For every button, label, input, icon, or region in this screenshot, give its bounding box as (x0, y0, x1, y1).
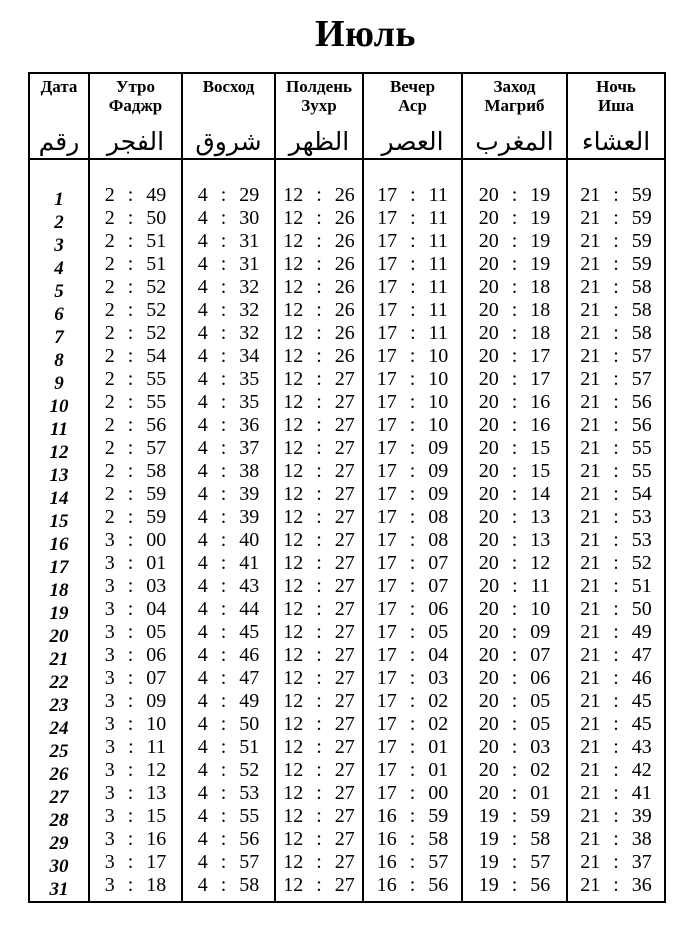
fajr-cell: 2 : 58 (104, 460, 167, 482)
asr-cell: 17 : 11 (377, 276, 448, 298)
asr-cell: 17 : 01 (376, 736, 449, 758)
date-cell: 3 (54, 235, 64, 256)
zuhr-cell: 12 : 27 (283, 805, 355, 827)
sunrise-cell: 4 : 35 (197, 391, 260, 413)
fajr-cell: 2 : 51 (104, 230, 167, 252)
fajr-cell: 3 : 03 (104, 575, 167, 597)
column-fajr (90, 160, 183, 901)
isha-cell: 21 : 49 (580, 621, 652, 643)
sunrise-cell: 4 : 55 (197, 805, 260, 827)
header-ar-label: الفجر (106, 127, 165, 156)
fajr-cell: 2 : 59 (104, 506, 167, 528)
maghrib-cell: 20 : 19 (478, 253, 551, 275)
sunrise-cell: 4 : 44 (197, 598, 260, 620)
maghrib-cell: 20 : 09 (478, 621, 551, 643)
maghrib-cell: 20 : 03 (478, 736, 551, 758)
column-zuhr (276, 160, 364, 901)
header-cell-asr (364, 74, 463, 158)
sunrise-cell: 4 : 49 (197, 690, 260, 712)
isha-cell: 21 : 59 (580, 207, 652, 229)
header-ar-label: العشاء (581, 127, 651, 156)
column-asr (364, 160, 463, 901)
maghrib-cell: 20 : 14 (478, 483, 551, 505)
sunrise-cell: 4 : 51 (197, 736, 260, 758)
header-ar-label: العصر (381, 127, 444, 156)
maghrib-cell: 20 : 15 (478, 437, 551, 459)
asr-cell: 16 : 58 (376, 828, 449, 850)
asr-cell: 17 : 11 (377, 184, 448, 206)
zuhr-cell: 12 : 27 (283, 552, 355, 574)
header-ar-label: المغرب (475, 127, 554, 156)
date-cell: 11 (50, 419, 68, 440)
isha-cell: 21 : 59 (580, 230, 652, 252)
zuhr-cell: 12 : 27 (283, 851, 355, 873)
fajr-cell: 2 : 59 (104, 483, 167, 505)
isha-cell: 21 : 57 (580, 345, 652, 367)
fajr-cell: 3 : 15 (104, 805, 167, 827)
maghrib-cell: 20 : 05 (478, 690, 551, 712)
header-ru-line2: Фаджр (108, 96, 163, 115)
zuhr-cell: 12 : 26 (283, 299, 355, 321)
date-cell: 10 (49, 396, 69, 417)
fajr-cell: 3 : 13 (104, 782, 167, 804)
header-cell-fajr (90, 74, 183, 158)
isha-cell: 21 : 59 (580, 184, 652, 206)
header-ru-block (286, 77, 352, 115)
asr-cell: 17 : 10 (376, 368, 449, 390)
header-ru-line1: Заход (493, 77, 536, 96)
maghrib-cell: 20 : 07 (478, 644, 551, 666)
sunrise-cell: 4 : 30 (197, 207, 260, 229)
column-date (30, 160, 90, 901)
maghrib-cell: 20 : 19 (478, 230, 551, 252)
date-cell: 16 (49, 534, 69, 555)
sunrise-cell: 4 : 45 (197, 621, 260, 643)
maghrib-cell: 20 : 05 (478, 713, 551, 735)
sunrise-cell: 4 : 50 (197, 713, 260, 735)
asr-cell: 17 : 04 (376, 644, 449, 666)
sunrise-cell: 4 : 47 (197, 667, 260, 689)
maghrib-cell: 20 : 18 (478, 299, 551, 321)
asr-cell: 17 : 10 (376, 414, 449, 436)
date-cell: 1 (54, 189, 64, 210)
isha-cell: 21 : 42 (580, 759, 652, 781)
date-cell: 14 (49, 488, 69, 509)
date-cell: 27 (49, 787, 69, 808)
isha-cell: 21 : 58 (580, 322, 652, 344)
zuhr-cell: 12 : 27 (283, 644, 355, 666)
sunrise-cell: 4 : 46 (197, 644, 260, 666)
sunrise-cell: 4 : 58 (197, 874, 260, 896)
isha-cell: 21 : 41 (580, 782, 652, 804)
zuhr-cell: 12 : 27 (283, 874, 355, 896)
isha-cell: 21 : 50 (580, 598, 652, 620)
maghrib-cell: 19 : 56 (478, 874, 551, 896)
zuhr-cell: 12 : 27 (283, 690, 355, 712)
asr-cell: 17 : 11 (377, 253, 448, 275)
header-ru-line2: Аср (398, 96, 427, 115)
asr-cell: 17 : 11 (377, 299, 448, 321)
asr-cell: 17 : 05 (376, 621, 449, 643)
header-ar-label: الظهر (288, 127, 350, 156)
maghrib-cell: 19 : 58 (478, 828, 551, 850)
isha-cell: 21 : 55 (580, 460, 652, 482)
zuhr-cell: 12 : 26 (283, 322, 355, 344)
sunrise-cell: 4 : 32 (197, 276, 260, 298)
sunrise-cell: 4 : 31 (197, 253, 260, 275)
fajr-cell: 2 : 49 (104, 184, 167, 206)
isha-cell: 21 : 59 (580, 253, 652, 275)
maghrib-cell: 20 : 17 (478, 345, 551, 367)
date-cell: 12 (49, 442, 69, 463)
fajr-cell: 2 : 51 (104, 253, 167, 275)
fajr-cell: 2 : 52 (104, 299, 167, 321)
isha-cell: 21 : 58 (580, 276, 652, 298)
maghrib-cell: 20 : 12 (478, 552, 551, 574)
maghrib-cell: 20 : 10 (478, 598, 551, 620)
asr-cell: 17 : 01 (376, 759, 449, 781)
table-body (30, 160, 664, 901)
sunrise-cell: 4 : 35 (197, 368, 260, 390)
isha-cell: 21 : 37 (580, 851, 652, 873)
sunrise-cell: 4 : 52 (197, 759, 260, 781)
isha-cell: 21 : 38 (580, 828, 652, 850)
asr-cell: 17 : 11 (377, 207, 448, 229)
zuhr-cell: 12 : 27 (283, 621, 355, 643)
isha-cell: 21 : 36 (580, 874, 652, 896)
sunrise-cell: 4 : 29 (197, 184, 260, 206)
header-ru-block (484, 77, 544, 115)
asr-cell: 17 : 06 (376, 598, 449, 620)
fajr-cell: 3 : 09 (104, 690, 167, 712)
asr-cell: 17 : 10 (376, 391, 449, 413)
date-cell: 2 (54, 212, 64, 233)
fajr-cell: 3 : 00 (104, 529, 167, 551)
header-ru-line2: Иша (597, 96, 635, 115)
date-cell: 29 (49, 833, 69, 854)
date-cell: 19 (49, 603, 69, 624)
date-cell: 5 (54, 281, 64, 302)
maghrib-cell: 20 : 19 (478, 184, 551, 206)
asr-cell: 17 : 11 (377, 230, 448, 252)
date-cell: 4 (54, 258, 64, 279)
isha-cell: 21 : 58 (580, 299, 652, 321)
fajr-cell: 3 : 18 (104, 874, 167, 896)
date-cell: 9 (54, 373, 64, 394)
fajr-cell: 3 : 07 (104, 667, 167, 689)
asr-cell: 17 : 11 (377, 322, 448, 344)
asr-cell: 17 : 02 (376, 690, 449, 712)
fajr-cell: 2 : 52 (104, 276, 167, 298)
isha-cell: 21 : 54 (580, 483, 652, 505)
fajr-cell: 3 : 01 (104, 552, 167, 574)
date-cell: 25 (49, 741, 69, 762)
isha-cell: 21 : 56 (580, 391, 652, 413)
maghrib-cell: 20 : 16 (478, 391, 551, 413)
asr-cell: 17 : 07 (376, 575, 449, 597)
sunrise-cell: 4 : 34 (197, 345, 260, 367)
asr-cell: 17 : 08 (376, 529, 449, 551)
maghrib-cell: 20 : 13 (478, 529, 551, 551)
header-ru-line1: Вечер (389, 77, 436, 96)
sunrise-cell: 4 : 53 (197, 782, 260, 804)
asr-cell: 17 : 09 (376, 437, 449, 459)
sunrise-cell: 4 : 37 (197, 437, 260, 459)
fajr-cell: 3 : 06 (104, 644, 167, 666)
zuhr-cell: 12 : 27 (283, 460, 355, 482)
date-cell: 13 (49, 465, 69, 486)
asr-cell: 16 : 59 (376, 805, 449, 827)
zuhr-cell: 12 : 26 (283, 345, 355, 367)
header-ru-line1: Ночь (596, 77, 636, 96)
maghrib-cell: 20 : 18 (478, 322, 551, 344)
date-cell: 8 (54, 350, 64, 371)
isha-cell: 21 : 43 (580, 736, 652, 758)
zuhr-cell: 12 : 26 (283, 230, 355, 252)
date-cell: 28 (49, 810, 69, 831)
zuhr-cell: 12 : 27 (283, 598, 355, 620)
sunrise-cell: 4 : 32 (197, 299, 260, 321)
sunrise-cell: 4 : 41 (197, 552, 260, 574)
zuhr-cell: 12 : 27 (283, 483, 355, 505)
sunrise-cell: 4 : 39 (197, 483, 260, 505)
isha-cell: 21 : 46 (580, 667, 652, 689)
fajr-cell: 2 : 50 (104, 207, 167, 229)
maghrib-cell: 20 : 06 (478, 667, 551, 689)
header-cell-maghrib (463, 74, 568, 158)
sunrise-cell: 4 : 31 (197, 230, 260, 252)
zuhr-cell: 12 : 26 (283, 184, 355, 206)
header-cell-sunrise (183, 74, 276, 158)
zuhr-cell: 12 : 26 (283, 207, 355, 229)
fajr-cell: 2 : 52 (104, 322, 167, 344)
fajr-cell: 3 : 16 (104, 828, 167, 850)
zuhr-cell: 12 : 27 (283, 828, 355, 850)
isha-cell: 21 : 56 (580, 414, 652, 436)
isha-cell: 21 : 53 (580, 506, 652, 528)
maghrib-cell: 20 : 11 (479, 575, 550, 597)
date-cell: 23 (49, 695, 69, 716)
date-cell: 15 (49, 511, 69, 532)
date-cell: 18 (49, 580, 69, 601)
fajr-cell: 3 : 04 (104, 598, 167, 620)
date-cell: 31 (49, 879, 69, 900)
zuhr-cell: 12 : 27 (283, 368, 355, 390)
header-cell-isha (568, 74, 664, 158)
zuhr-cell: 12 : 27 (283, 575, 355, 597)
date-cell: 24 (49, 718, 69, 739)
zuhr-cell: 12 : 27 (283, 391, 355, 413)
fajr-cell: 3 : 12 (104, 759, 167, 781)
page-title: Июль (314, 13, 417, 55)
column-maghrib (463, 160, 568, 901)
header-ru-block (203, 77, 255, 96)
header-ru-line1: Утро (115, 77, 155, 96)
zuhr-cell: 12 : 26 (283, 276, 355, 298)
isha-cell: 21 : 39 (580, 805, 652, 827)
maghrib-cell: 20 : 18 (478, 276, 551, 298)
sunrise-cell: 4 : 38 (197, 460, 260, 482)
fajr-cell: 2 : 55 (104, 391, 167, 413)
isha-cell: 21 : 53 (580, 529, 652, 551)
maghrib-cell: 20 : 02 (478, 759, 551, 781)
sunrise-cell: 4 : 39 (197, 506, 260, 528)
maghrib-cell: 19 : 57 (478, 851, 551, 873)
fajr-cell: 3 : 17 (104, 851, 167, 873)
isha-cell: 21 : 45 (580, 690, 652, 712)
isha-cell: 21 : 55 (580, 437, 652, 459)
asr-cell: 17 : 03 (376, 667, 449, 689)
isha-cell: 21 : 57 (580, 368, 652, 390)
date-cell: 17 (49, 557, 69, 578)
date-cell: 20 (49, 626, 69, 647)
sunrise-cell: 4 : 40 (197, 529, 260, 551)
asr-cell: 17 : 07 (376, 552, 449, 574)
header-ar-label: شروق (195, 127, 262, 156)
header-ru-block (109, 77, 162, 115)
header-cell-zuhr (276, 74, 364, 158)
date-cell: 21 (49, 649, 69, 670)
date-cell: 26 (49, 764, 69, 785)
header-ru-line2: Зухр (301, 96, 337, 115)
zuhr-cell: 12 : 27 (283, 713, 355, 735)
sunrise-cell: 4 : 43 (197, 575, 260, 597)
maghrib-cell: 20 : 15 (478, 460, 551, 482)
sunrise-cell: 4 : 56 (197, 828, 260, 850)
header-ru-line1: Полдень (286, 77, 352, 96)
date-cell: 7 (54, 327, 64, 348)
header-ar-label: رقم (38, 127, 80, 156)
zuhr-cell: 12 : 27 (283, 529, 355, 551)
fajr-cell: 3 : 11 (105, 736, 166, 758)
date-cell: 6 (54, 304, 64, 325)
header-ru-block (390, 77, 435, 115)
header-ru-line1: Дата (40, 77, 78, 96)
asr-cell: 17 : 00 (376, 782, 449, 804)
isha-cell: 21 : 47 (580, 644, 652, 666)
zuhr-cell: 12 : 27 (283, 736, 355, 758)
zuhr-cell: 12 : 27 (283, 506, 355, 528)
fajr-cell: 2 : 54 (104, 345, 167, 367)
header-ru-line1: Восход (202, 77, 255, 96)
fajr-cell: 2 : 56 (104, 414, 167, 436)
zuhr-cell: 12 : 27 (283, 782, 355, 804)
isha-cell: 21 : 45 (580, 713, 652, 735)
date-cell: 30 (49, 856, 69, 877)
maghrib-cell: 20 : 16 (478, 414, 551, 436)
isha-cell: 21 : 52 (580, 552, 652, 574)
maghrib-cell: 20 : 01 (478, 782, 551, 804)
sunrise-cell: 4 : 57 (197, 851, 260, 873)
fajr-cell: 2 : 57 (104, 437, 167, 459)
sunrise-cell: 4 : 36 (197, 414, 260, 436)
asr-cell: 17 : 09 (376, 483, 449, 505)
zuhr-cell: 12 : 27 (283, 759, 355, 781)
column-sunrise (183, 160, 276, 901)
date-cell: 22 (49, 672, 69, 693)
fajr-cell: 2 : 55 (104, 368, 167, 390)
zuhr-cell: 12 : 27 (283, 667, 355, 689)
table-header-row (30, 74, 664, 160)
asr-cell: 16 : 57 (376, 851, 449, 873)
zuhr-cell: 12 : 27 (283, 414, 355, 436)
zuhr-cell: 12 : 27 (283, 437, 355, 459)
column-isha (568, 160, 664, 901)
asr-cell: 17 : 02 (376, 713, 449, 735)
fajr-cell: 3 : 10 (104, 713, 167, 735)
maghrib-cell: 20 : 13 (478, 506, 551, 528)
asr-cell: 17 : 10 (376, 345, 449, 367)
header-ru-block (596, 77, 636, 115)
zuhr-cell: 12 : 26 (283, 253, 355, 275)
header-cell-date (30, 74, 90, 158)
asr-cell: 16 : 56 (376, 874, 449, 896)
fajr-cell: 3 : 05 (104, 621, 167, 643)
isha-cell: 21 : 51 (580, 575, 652, 597)
prayer-times-table (28, 72, 666, 903)
header-ru-block (41, 77, 78, 96)
asr-cell: 17 : 08 (376, 506, 449, 528)
sunrise-cell: 4 : 32 (197, 322, 260, 344)
maghrib-cell: 19 : 59 (478, 805, 551, 827)
asr-cell: 17 : 09 (376, 460, 449, 482)
maghrib-cell: 20 : 17 (478, 368, 551, 390)
header-ru-line2: Магриб (484, 96, 545, 115)
maghrib-cell: 20 : 19 (478, 207, 551, 229)
